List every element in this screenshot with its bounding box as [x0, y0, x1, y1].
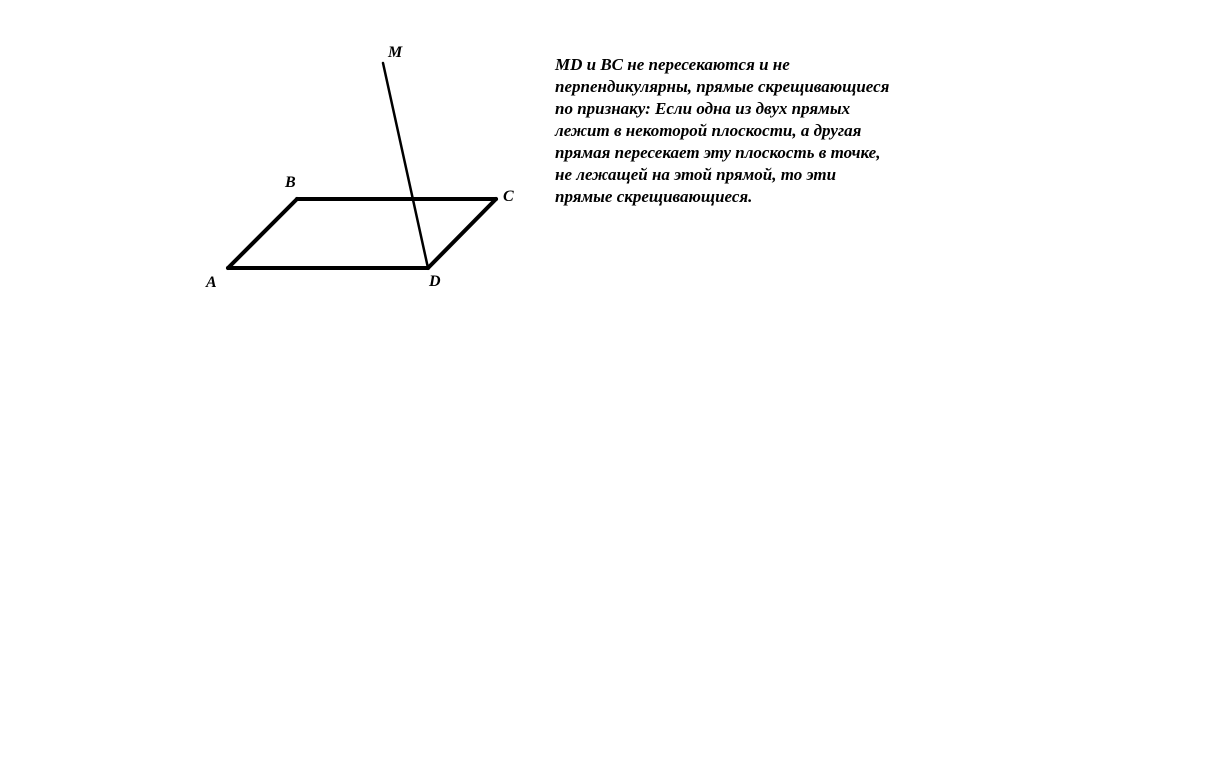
point-label-a: A [206, 274, 217, 291]
point-label-c: C [503, 188, 514, 205]
segment-ab [228, 199, 297, 268]
explanation-line: прямая пересекает эту плоскость в точке, [555, 143, 881, 162]
explanation-line: не лежащей на этой прямой, то эти [555, 165, 837, 184]
explanation-text [555, 54, 955, 208]
point-label-m: M [388, 44, 403, 61]
segment-cd [428, 199, 496, 268]
explanation-line: MD и BC не пересекаются и не [555, 55, 790, 74]
point-label-d: D [429, 273, 441, 290]
explanation-line: прямые скрещивающиеся. [555, 187, 753, 206]
explanation-line: перпендикулярны, прямые скрещивающиеся [555, 77, 890, 96]
segment-md [383, 63, 428, 268]
explanation-line: по признаку: Если одна из двух прямых [555, 99, 851, 118]
point-label-b: B [285, 174, 296, 191]
explanation-line: лежит в некоторой плоскости, а другая [555, 121, 862, 140]
